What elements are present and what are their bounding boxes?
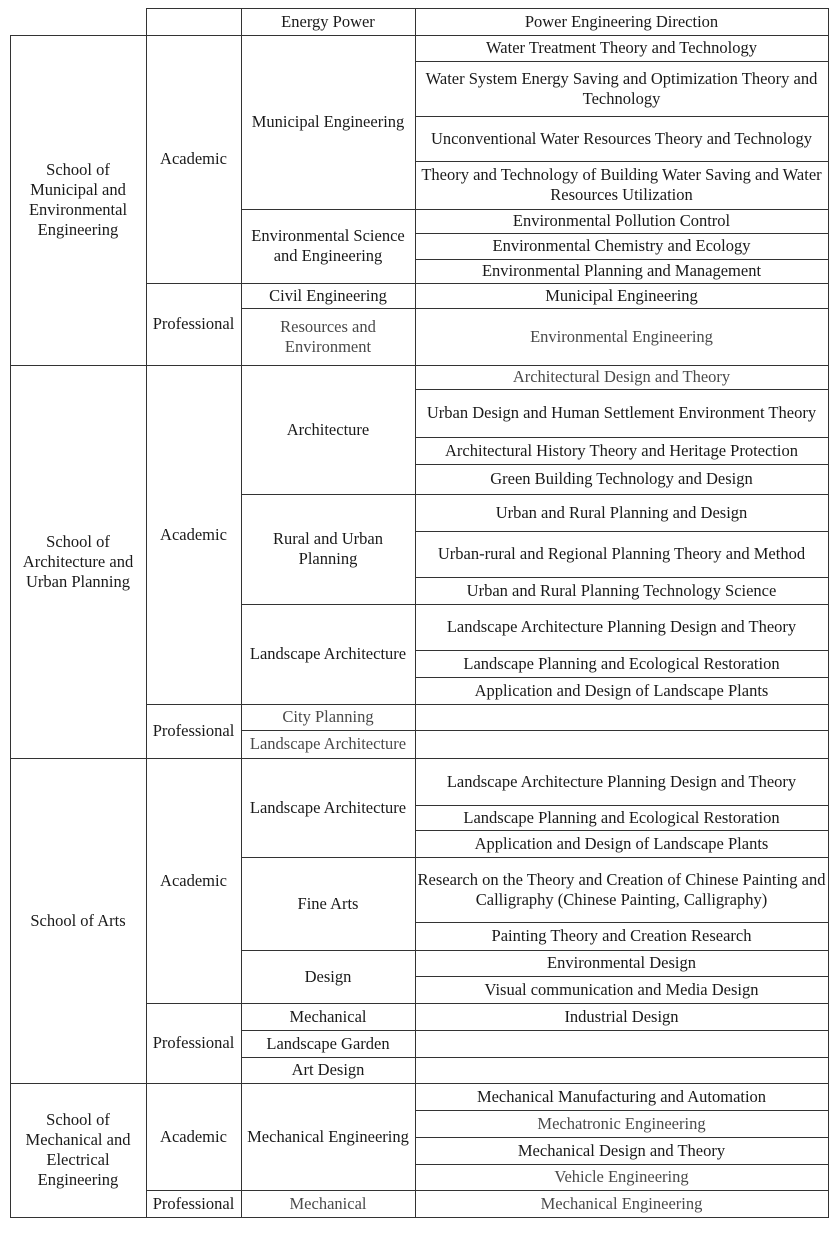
direction-cell: Environmental Engineering (530, 326, 713, 346)
table-rule (146, 758, 242, 759)
table-rule (146, 1003, 242, 1004)
table-rule (415, 61, 829, 62)
table-rule (415, 976, 829, 977)
table-rule (241, 857, 416, 858)
table-rule (415, 161, 829, 162)
table-rule (10, 1083, 147, 1084)
table-rule (415, 730, 829, 731)
degree-type-cell: Academic (160, 524, 227, 544)
discipline-cell: Landscape Garden (266, 1033, 390, 1053)
degree-type-cell (146, 8, 241, 35)
table-rule (415, 283, 829, 284)
table-rule (415, 1164, 829, 1165)
direction-cell: Environmental Design (547, 953, 696, 972)
table-rule (241, 730, 416, 731)
table-rule (415, 35, 829, 36)
table-rule (415, 857, 829, 858)
discipline-cell: Landscape Architecture (249, 644, 407, 663)
degree-type-cell: Academic (160, 870, 227, 890)
table-rule (10, 1217, 829, 1218)
discipline-cell: City Planning (282, 707, 374, 726)
table-rule (415, 494, 829, 495)
table-rule (415, 1003, 829, 1004)
school-cell: School of Arts (30, 910, 126, 930)
direction-cell: Green Building Technology and Design (490, 469, 753, 488)
table-rule (10, 35, 11, 1218)
discipline-cell: Design (304, 966, 352, 986)
direction-cell: Urban and Rural Planning Technology Science (466, 580, 777, 600)
direction-cell: Power Engineering Direction (524, 11, 719, 31)
direction-cell: Application and Design of Landscape Plants (474, 833, 769, 853)
discipline-cell: Mechanical (289, 1006, 367, 1026)
table-rule (241, 704, 416, 705)
table-rule (415, 950, 829, 951)
direction-cell: Unconventional Water Resources Theory and Technology (430, 128, 813, 148)
discipline-cell: Fine Arts (297, 893, 359, 913)
table-rule (10, 758, 147, 759)
table-rule (146, 704, 242, 705)
discipline-cell: Resources and Environment (280, 316, 376, 356)
table-rule (146, 1190, 242, 1191)
table-rule (241, 1003, 416, 1004)
table-rule (241, 1057, 416, 1058)
discipline-cell: Landscape Architecture (249, 734, 407, 753)
direction-cell: Application and Design of Landscape Plants (474, 680, 769, 700)
discipline-cell: Mechanical (289, 1193, 367, 1213)
table-rule (241, 1083, 416, 1084)
direction-cell: Landscape Planning and Ecological Restoration (463, 653, 780, 673)
table-rule (146, 8, 242, 9)
discipline-cell: Civil Engineering (269, 285, 387, 305)
direction-cell (415, 1030, 828, 1057)
direction-cell: Research on the Theory and Creation of Chinese Painting and Calligraphy (Chinese Painting, Calligraphy) (417, 869, 826, 909)
school-cell (10, 8, 146, 35)
direction-cell: Environmental Chemistry and Ecology (492, 236, 751, 255)
discipline-cell: Energy Power (281, 11, 375, 31)
table-rule (241, 283, 416, 284)
table-rule (415, 577, 829, 578)
direction-cell: Painting Theory and Creation Research (491, 926, 752, 945)
table-rule (415, 308, 829, 309)
table-rule (241, 950, 416, 951)
table-rule (415, 1083, 829, 1084)
table-rule (241, 1030, 416, 1031)
table-rule (241, 604, 416, 605)
table-rule (415, 758, 829, 759)
table-rule (241, 758, 416, 759)
table-rule (415, 1057, 829, 1058)
degree-type-cell: Academic (160, 1126, 227, 1146)
direction-cell: Water System Energy Saving and Optimization Theory and Technology (425, 68, 818, 108)
discipline-cell: Landscape Architecture (249, 797, 407, 817)
direction-cell: Mechanical Design and Theory (517, 1140, 726, 1160)
table-rule (828, 8, 829, 1218)
table-rule (415, 650, 829, 651)
direction-cell: Mechanical Manufacturing and Automation (476, 1086, 767, 1106)
degree-type-cell: Academic (160, 149, 227, 168)
table-rule (415, 1110, 829, 1111)
table-rule (415, 704, 829, 705)
direction-cell: Urban Design and Human Settlement Environment Theory (426, 403, 817, 422)
table-rule (241, 1190, 416, 1191)
direction-cell: Municipal Engineering (545, 285, 698, 305)
table-rule (146, 35, 242, 36)
direction-cell (415, 1057, 828, 1083)
table-rule (415, 604, 829, 605)
table-rule (415, 1030, 829, 1031)
direction-cell: Landscape Architecture Planning Design and Theory (446, 771, 797, 791)
direction-cell (415, 704, 828, 730)
table-rule (415, 677, 829, 678)
direction-cell: Visual communication and Media Design (484, 979, 759, 999)
table-rule (415, 233, 829, 234)
table-rule (10, 365, 147, 366)
table-rule (415, 389, 829, 390)
discipline-cell: Art Design (291, 1060, 365, 1079)
table-rule (415, 531, 829, 532)
direction-cell: Industrial Design (564, 1006, 679, 1026)
degree-type-cell: Professional (152, 1193, 235, 1213)
discipline-cell: Rural and Urban Planning (273, 529, 383, 568)
direction-cell: Architectural History Theory and Heritage Protection (445, 440, 798, 460)
table-rule (241, 35, 416, 36)
direction-cell: Landscape Architecture Planning Design and Theory (446, 617, 797, 636)
degree-type-cell: Professional (152, 314, 235, 333)
school-cell: School of Mechanical and Electrical Engineering (25, 1110, 131, 1189)
table-rule (146, 283, 242, 284)
direction-cell: Architectural Design and Theory (512, 367, 731, 386)
table-rule (241, 494, 416, 495)
direction-cell: Vehicle Engineering (554, 1167, 689, 1186)
discipline-cell: Environmental Science and Engineering (251, 226, 405, 265)
table-rule (146, 365, 242, 366)
direction-cell (415, 730, 828, 758)
direction-cell: Urban-rural and Regional Planning Theory and Method (437, 544, 806, 563)
table-rule (241, 365, 416, 366)
school-cell: School of Architecture and Urban Planning (22, 531, 134, 591)
direction-cell: Landscape Planning and Ecological Restoration (463, 807, 780, 827)
table-rule (241, 308, 416, 309)
table-rule (415, 922, 829, 923)
table-rule (10, 35, 147, 36)
table-rule (415, 365, 829, 366)
direction-cell: Water Treatment Theory and Technology (486, 38, 757, 57)
degree-type-cell: Professional (152, 721, 235, 740)
direction-cell: Environmental Pollution Control (512, 211, 731, 230)
discipline-cell: Mechanical Engineering (247, 1126, 409, 1146)
table-rule (415, 209, 829, 210)
table-rule (415, 8, 416, 1218)
table-rule (415, 464, 829, 465)
direction-cell: Urban and Rural Planning and Design (495, 502, 748, 522)
table-rule (241, 209, 416, 210)
direction-cell: Environmental Planning and Management (481, 261, 762, 280)
table-rule (415, 830, 829, 831)
discipline-cell: Municipal Engineering (251, 112, 405, 131)
discipline-cell: Architecture (286, 419, 370, 439)
school-cell: School of Municipal and Environmental Engineering (28, 160, 128, 239)
table-rule (415, 437, 829, 438)
table-rule (415, 116, 829, 117)
table-rule (415, 805, 829, 806)
direction-cell: Theory and Technology of Building Water Saving and Water Resources Utilization (421, 165, 822, 204)
direction-cell: Mechanical Engineering (540, 1193, 703, 1213)
table-rule (415, 259, 829, 260)
table-rule (241, 8, 242, 1218)
table-rule (241, 8, 829, 9)
table-rule (146, 1083, 242, 1084)
table-rule (146, 8, 147, 1218)
degree-type-cell: Professional (152, 1033, 235, 1052)
table-rule (415, 1190, 829, 1191)
table-rule (415, 1137, 829, 1138)
direction-cell: Mechatronic Engineering (537, 1113, 706, 1133)
